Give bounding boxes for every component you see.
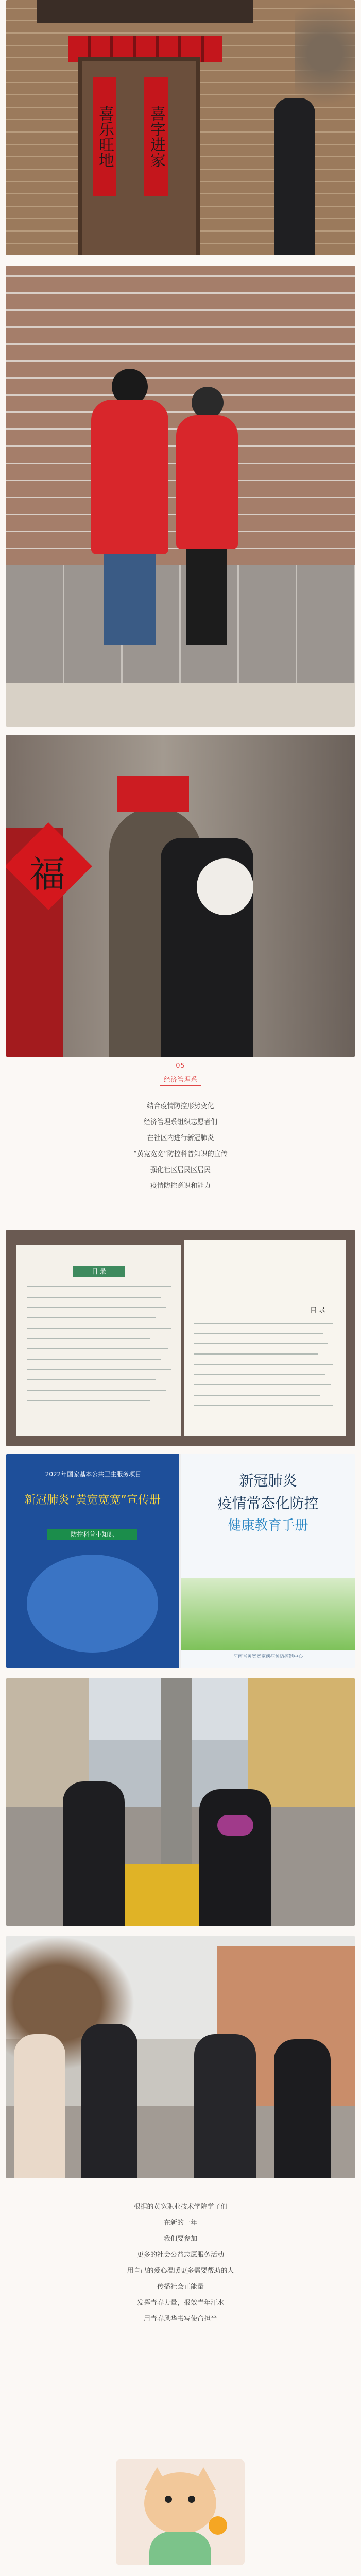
toc-line <box>194 1343 328 1344</box>
cat-face <box>144 2472 216 2534</box>
cover-landscape <box>181 1578 355 1650</box>
text-line: “黄宽宽宽”防控科普知识的宣传 <box>133 1150 228 1158</box>
photo-open-booklet <box>6 1230 355 1446</box>
volunteer <box>274 98 315 255</box>
text-line: 发挥青春力量，报效青年汗水 <box>136 2299 224 2307</box>
cover-title-line: 新冠肺炎 <box>239 1472 297 1489</box>
cover-title-line: 疫情常态化防控 <box>217 1495 319 1512</box>
volunteer <box>14 2034 65 2178</box>
text-line: 在新的一年 <box>163 2219 197 2227</box>
couplet-right: 喜字进家 <box>144 77 168 196</box>
photo-booklet-covers <box>6 1454 355 1668</box>
toc-line <box>27 1379 156 1380</box>
toc-line <box>27 1286 171 1287</box>
volunteer-head <box>192 387 224 419</box>
cat-body <box>149 2532 211 2565</box>
resident <box>194 2034 256 2178</box>
toc-line <box>194 1353 318 1355</box>
toc-line <box>194 1323 333 1324</box>
cover-title-line: 健康教育手册 <box>228 1518 308 1533</box>
text-line: 用自己的爱心温暖更多需要帮助的人 <box>127 2267 234 2275</box>
photo-two-volunteers <box>6 266 355 727</box>
toc-line <box>27 1317 156 1318</box>
toc-line <box>27 1328 171 1329</box>
toc-line <box>194 1374 325 1375</box>
couplet-left: 喜乐旺地 <box>93 77 116 196</box>
text-line: 根据的黄宽职业技术学院学子们 <box>133 2203 228 2211</box>
ground <box>6 683 355 727</box>
volunteer <box>274 2039 331 2178</box>
photo-doorway-fu <box>6 735 355 1057</box>
toc-line <box>27 1369 171 1370</box>
cover-top-text: 2022年国家基本公共卫生服务项目 <box>45 1471 142 1478</box>
section-header <box>0 1062 361 1086</box>
toc-line <box>27 1400 150 1401</box>
toc-line <box>27 1359 161 1360</box>
section-tag: 经济管理系 <box>160 1072 201 1086</box>
text-line: 强化社区居民区居民 <box>150 1166 211 1174</box>
text-line: 结合疫情防控形势变化 <box>147 1102 214 1110</box>
red-hanging <box>117 776 189 812</box>
cover-title: 新冠肺炎“黄宽宽宽”宣传册 <box>24 1494 161 1507</box>
red-vest <box>176 415 238 549</box>
red-vest <box>91 400 168 554</box>
cover-subtitle: 防控科普小知识 <box>47 1529 137 1540</box>
booklet-left-page <box>16 1245 181 1436</box>
volunteer <box>63 1781 125 1926</box>
cat-eye <box>165 2496 172 2503</box>
photo-group-street <box>6 1936 355 2178</box>
cat-eye <box>188 2496 195 2503</box>
text-line: 疫情防控意识和能力 <box>150 1182 211 1190</box>
booklet-right-page <box>184 1240 346 1436</box>
stone-base <box>6 565 355 683</box>
toc-line <box>27 1297 161 1298</box>
toc-line <box>27 1338 150 1339</box>
text-line: 传播社会正能量 <box>157 2283 204 2291</box>
fu-character: 福 <box>29 853 65 896</box>
resident <box>199 1789 271 1926</box>
section-number: 05 <box>176 1062 185 1070</box>
roof <box>37 0 253 23</box>
toc-line <box>194 1333 323 1334</box>
text-line: 我们要参加 <box>163 2235 197 2243</box>
jeans <box>104 554 156 645</box>
cat-sticker <box>116 2459 245 2565</box>
scarf <box>217 1815 253 1836</box>
cover-footer: 河南省黄宽宽宽疾病预防控制中心 <box>233 1654 303 1659</box>
text-line: 用青春风华书写使命担当 <box>143 2315 217 2323</box>
booklet-cover-right <box>181 1454 355 1668</box>
white-hood <box>197 858 253 915</box>
toc-heading: 目 录 <box>310 1307 326 1314</box>
volunteer <box>81 2024 137 2178</box>
booklet-cover-left <box>6 1454 179 1668</box>
section-text <box>0 1098 361 1194</box>
toc-line <box>194 1405 333 1406</box>
photo-door-couplets <box>6 0 355 255</box>
toc-line <box>27 1348 168 1349</box>
flower-icon <box>209 2516 227 2535</box>
cover-illustration <box>27 1555 158 1653</box>
toc-line <box>194 1364 333 1365</box>
toc-line <box>27 1390 166 1391</box>
closing-text <box>0 2199 361 2327</box>
toc-heading: 目 录 <box>73 1266 125 1277</box>
toc-line <box>194 1384 331 1385</box>
toc-line <box>194 1395 320 1396</box>
text-line: 经济管理系组织志愿者们 <box>143 1118 217 1126</box>
text-line: 更多的社会公益志愿服务活动 <box>136 2251 224 2259</box>
pants <box>186 549 227 645</box>
toc-line <box>27 1307 166 1308</box>
photo-street-promo <box>6 1678 355 1926</box>
text-line: 在社区内进行新冠肺炎 <box>147 1134 214 1142</box>
